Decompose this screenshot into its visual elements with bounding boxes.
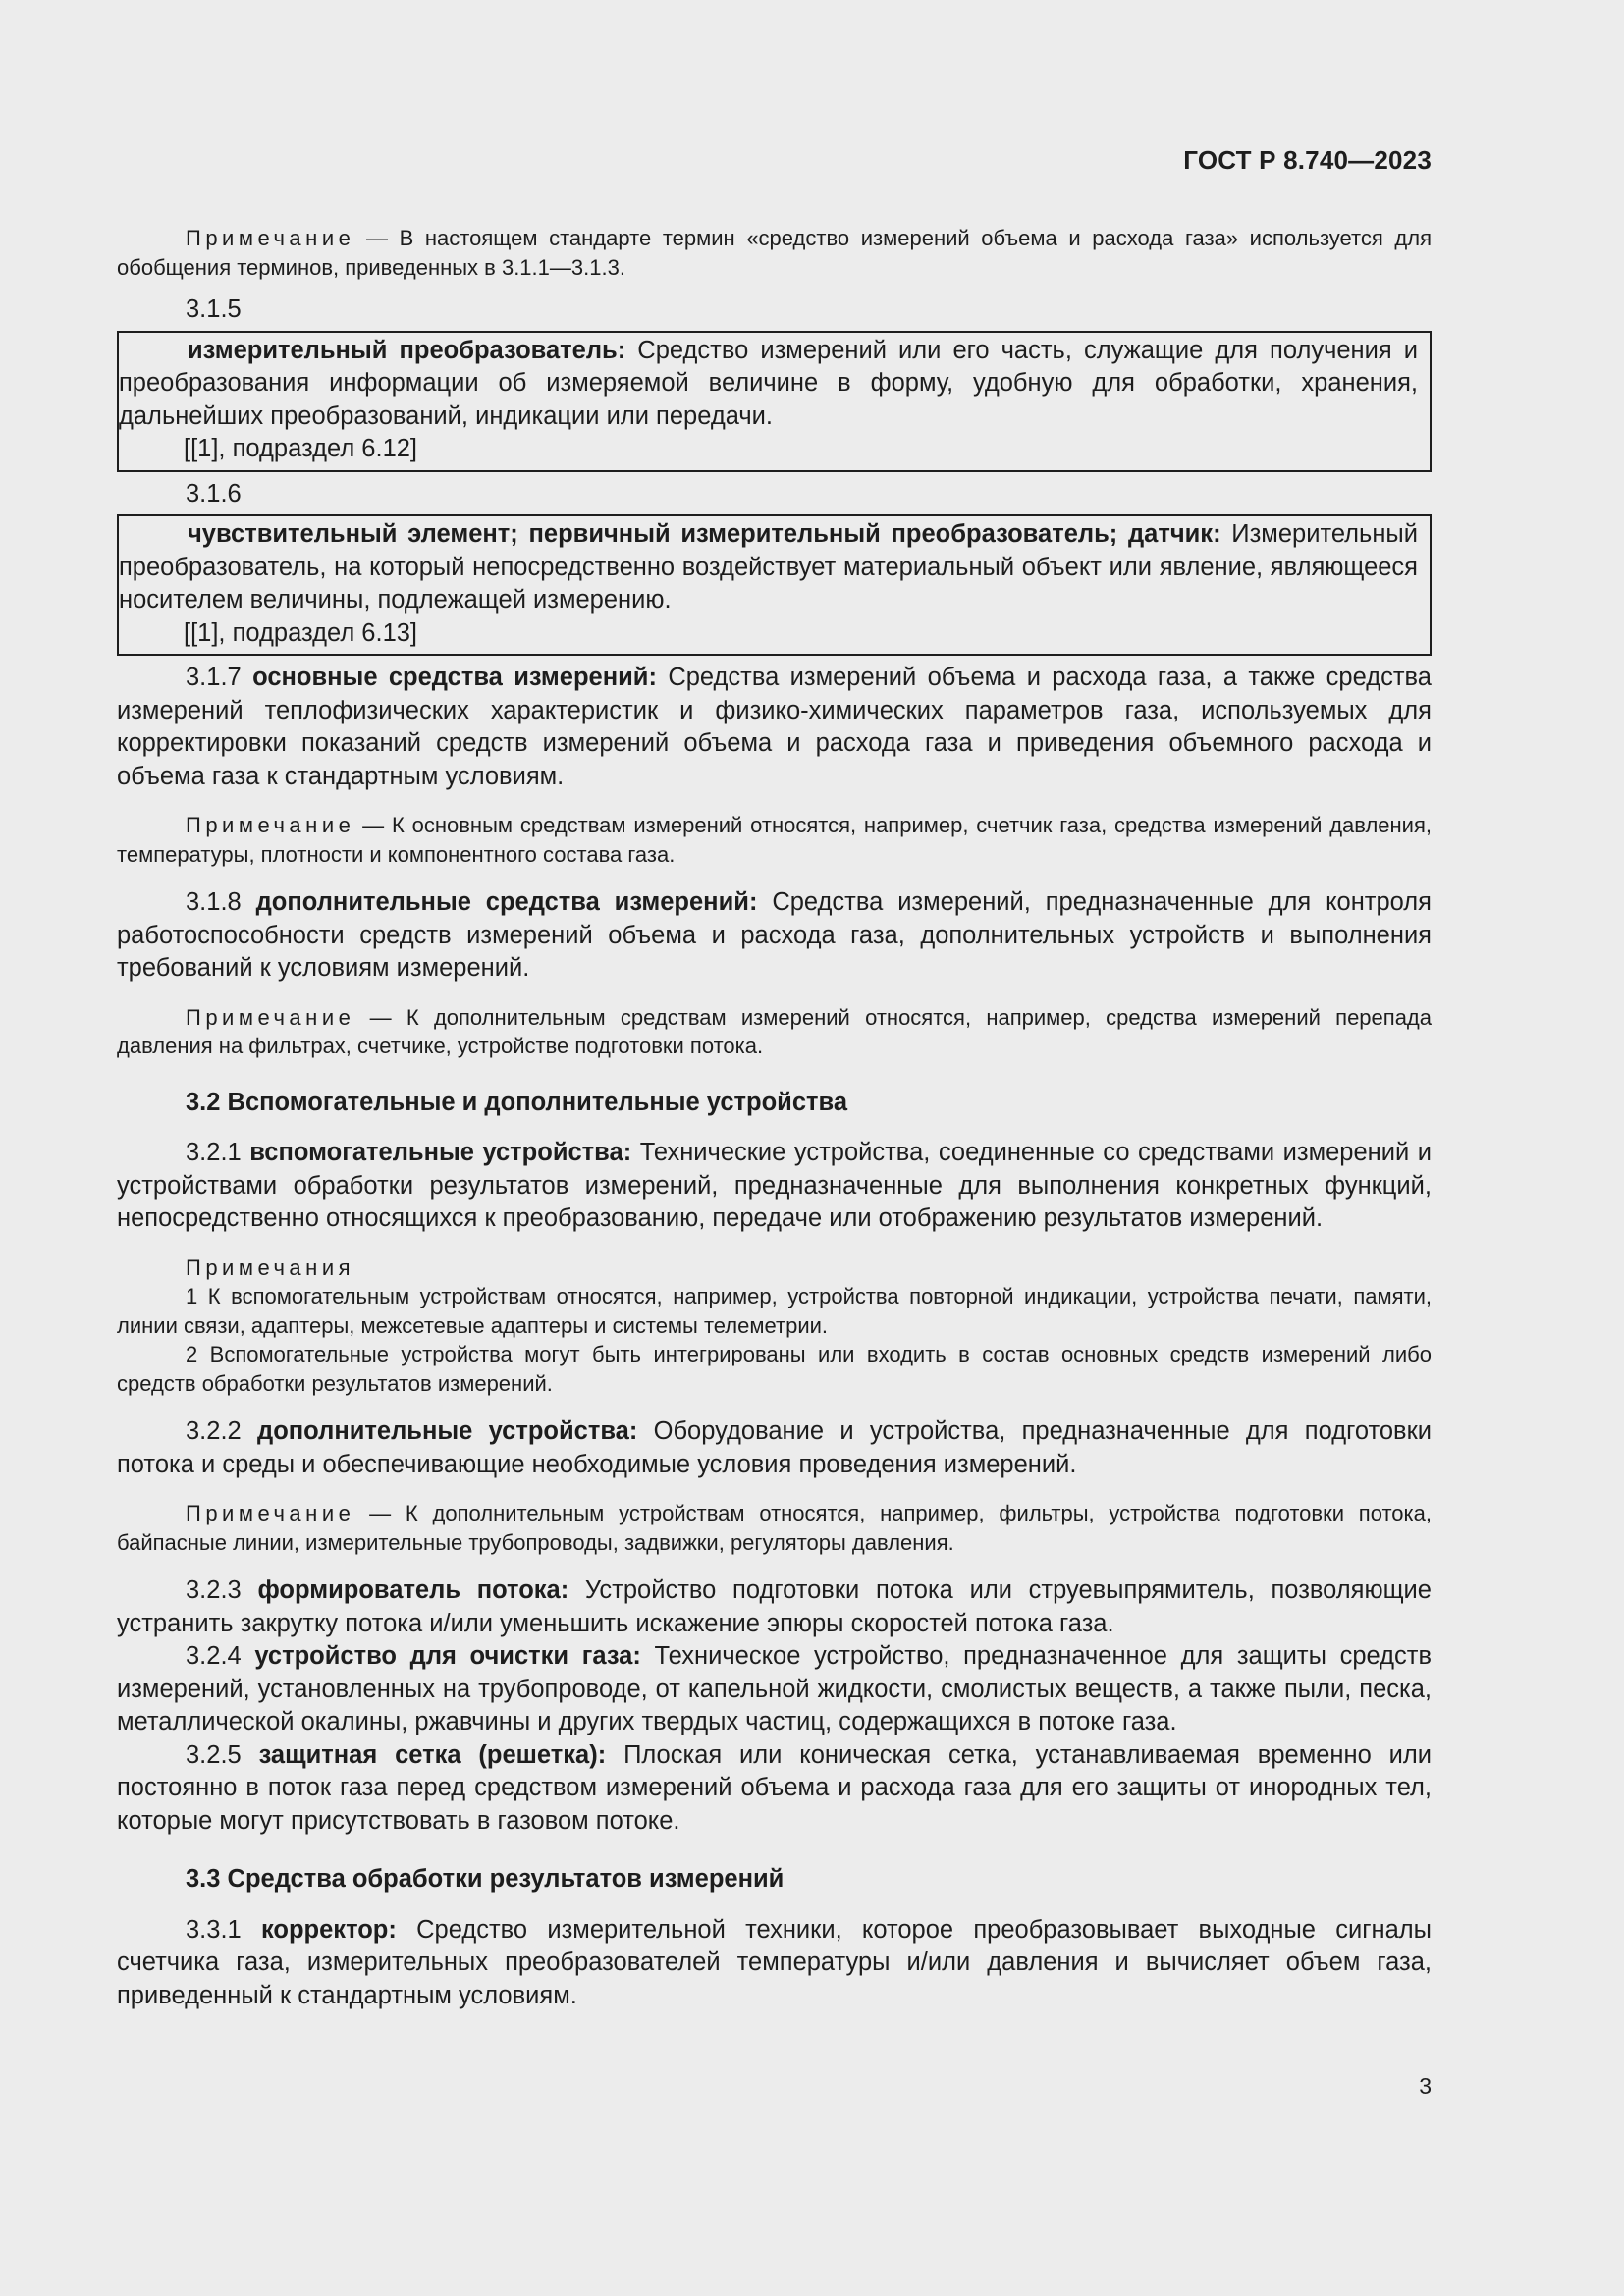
note-label: Примечание bbox=[186, 813, 355, 837]
term-def: Средство измерительной техники, которое преобразовывает выходные сигналы счетчика газа, измерительных преобразователей температуры и/или давления и вычисляет объем газа, приведенный к стандартным условиям. bbox=[117, 1915, 1432, 2009]
term-box-3-1-5 bbox=[117, 331, 1432, 472]
note-text: — К дополнительным средствам измерений относятся, например, средства измерений перепада давления на фильтрах, счетчике, устройстве подготовки потока. bbox=[117, 1004, 1432, 1058]
term-definition-3-1-7 bbox=[117, 662, 1432, 793]
term-name: основные средства измерений: bbox=[252, 664, 657, 691]
note-3-1-7 bbox=[117, 811, 1432, 869]
note-3-1-8 bbox=[117, 1003, 1432, 1061]
term-definition-3-3-1 bbox=[117, 1914, 1432, 2013]
term-number: 3.2.4 bbox=[186, 1642, 255, 1670]
term-def: Оборудование и устройства, предназначенные для подготовки потока и среды и обеспечивающие необходимые условия проведения измерений. bbox=[117, 1417, 1432, 1478]
section-heading-3-2: 3.2 Вспомогательные и дополнительные устройства bbox=[186, 1088, 848, 1116]
term-number-3-1-5: 3.1.5 bbox=[186, 295, 242, 323]
document-body bbox=[117, 224, 1432, 2012]
note-3-2-1-item-1: 1 К вспомогательным устройствам относятся, например, устройства повторной индикации, устройства печати, памяти, линии связи, адаптеры, межсетевые адаптеры и системы телеметрии. bbox=[117, 1284, 1432, 1338]
note-text: — К основным средствам измерений относятся, например, счетчик газа, средства измерений давления, температуры, плотности и компонентного состава газа. bbox=[117, 813, 1432, 867]
note-label: Примечание bbox=[186, 1004, 355, 1030]
term-name: устройство для очистки газа: bbox=[254, 1642, 641, 1670]
term-name: дополнительные устройства: bbox=[257, 1417, 638, 1445]
term-def: Средство измерений или его часть, служащие для получения и преобразования информации об измеряемой величине в форму, удобную для обработки, хранения, дальнейших преобразований, индикации или передачи. bbox=[119, 336, 1419, 430]
term-number: 3.1.8 bbox=[186, 888, 256, 916]
term-definition-3-1-5 bbox=[119, 335, 1418, 434]
term-reference: [[1], подраздел 6.12] bbox=[184, 435, 418, 462]
term-definition-3-2-5 bbox=[117, 1739, 1432, 1839]
term-def: Техническое устройство, предназначенное для защиты средств измерений, установленных на трубопроводе, от капельной жидкости, смолистых веществ, а также пыли, песка, металлической окалины, ржавчины и других твердых частиц, содержащихся в потоке газа. bbox=[117, 1642, 1432, 1735]
term-name: вспомогательные устройства: bbox=[249, 1139, 632, 1166]
note-label: Примечание bbox=[186, 1501, 355, 1525]
term-name: корректор: bbox=[260, 1915, 397, 1944]
term-name: дополнительные средства измерений: bbox=[255, 888, 758, 916]
note-text: — К дополнительным устройствам относятся, например, фильтры, устройства подготовки потока, байпасные линии, измерительные трубопроводы, задвижки, регуляторы давления. bbox=[117, 1501, 1432, 1555]
term-definition-3-2-3 bbox=[117, 1575, 1432, 1640]
term-number-3-1-6: 3.1.6 bbox=[186, 479, 242, 507]
term-def: Средства измерений объема и расхода газа, а также средства измерений теплофизических характеристик и физико-химических параметров газа, используемых для корректировки показаний средств измерений объема и расхода газа и приведения объемного расхода и объема газа к стандартным условиям. bbox=[117, 664, 1432, 790]
note-3-2-1-item-2: 2 Вспомогательные устройства могут быть интегрированы или входить в состав основных средств измерений либо средств обработки результатов измерений. bbox=[117, 1342, 1432, 1396]
document-code-header: ГОСТ Р 8.740—2023 bbox=[1183, 145, 1432, 175]
term-definition-3-2-1 bbox=[117, 1137, 1432, 1236]
term-number: 3.3.1 bbox=[186, 1915, 261, 1944]
term-name: чувствительный элемент; первичный измерительный преобразователь; датчик: bbox=[188, 520, 1221, 548]
term-box-3-1-6 bbox=[117, 514, 1432, 656]
term-number: 3.2.1 bbox=[186, 1139, 250, 1166]
term-def: Измерительный преобразователь, на который непосредственно воздействует материальный объект или явление, являющееся носителем величины, подлежащей измерению. bbox=[119, 520, 1418, 614]
term-def: Плоская или коническая сетка, устанавливаемая временно или постоянно в поток газа перед средством измерений объема и расхода газа для его защиты от инородных тел, которые могут присутствовать в газовом потоке. bbox=[117, 1740, 1432, 1835]
notes-label: Примечания bbox=[186, 1255, 355, 1280]
note-label: Примечание bbox=[186, 226, 355, 250]
term-definition-3-2-2 bbox=[117, 1415, 1432, 1481]
term-number: 3.1.7 bbox=[186, 664, 253, 691]
term-name: измерительный преобразователь: bbox=[188, 336, 626, 364]
term-number: 3.2.5 bbox=[186, 1740, 259, 1769]
note-3-2-2 bbox=[117, 1499, 1432, 1557]
term-reference: [[1], подраздел 6.13] bbox=[184, 618, 418, 647]
section-heading-3-3: 3.3 Средства обработки результатов измерений bbox=[186, 1865, 785, 1893]
intro-note bbox=[117, 224, 1432, 282]
term-number: 3.2.3 bbox=[186, 1576, 258, 1604]
term-number: 3.2.2 bbox=[186, 1417, 258, 1445]
term-name: формирователь потока: bbox=[257, 1576, 569, 1604]
term-definition-3-1-8 bbox=[117, 886, 1432, 986]
term-definition-3-1-6 bbox=[119, 518, 1418, 617]
term-definition-3-2-4 bbox=[117, 1640, 1432, 1739]
page-number: 3 bbox=[1419, 2073, 1432, 2099]
note-text: — В настоящем стандарте термин «средство измерений объема и расхода газа» используется для обобщения терминов, приведенных в 3.1.1—3.1.3. bbox=[117, 226, 1432, 280]
term-name: защитная сетка (решетка): bbox=[258, 1740, 607, 1769]
term-def: Средства измерений, предназначенные для контроля работоспособности средств измерений объема и расхода газа, дополнительных устройств и выполнения требований к условиям измерений. bbox=[117, 888, 1432, 982]
term-def: Устройство подготовки потока или струевыпрямитель, позволяющие устранить закрутку потока и/или уменьшить искажение эпюры скоростей потока газа. bbox=[117, 1576, 1432, 1637]
term-def: Технические устройства, соединенные со средствами измерений и устройствами обработки результатов измерений, предназначенные для выполнения конкретных функций, непосредственно относящихся к преобразованию, передаче или отображению результатов измерений. bbox=[117, 1139, 1432, 1232]
